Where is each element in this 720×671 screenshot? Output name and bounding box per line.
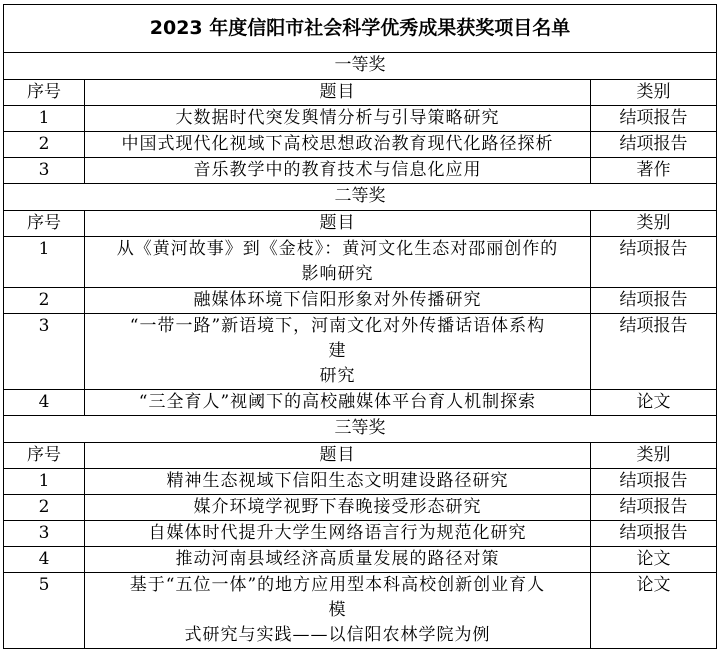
- title-line: 中国式现代化视域下高校思想政治教育现代化路径探析: [121, 134, 554, 154]
- title-line: 音乐教学中的教育技术与信息化应用: [193, 160, 482, 180]
- table-row: [4, 158, 717, 184]
- row-category: 结项报告: [591, 314, 717, 390]
- table-row: [4, 288, 717, 314]
- table-row: [4, 469, 717, 495]
- table-row: [4, 106, 717, 132]
- row-index: 3: [4, 158, 85, 184]
- row-index: 3: [4, 521, 85, 547]
- table-row: [4, 390, 717, 416]
- title-line: 模: [328, 600, 347, 620]
- title-line: 自媒体时代提升大学生网络语言行为规范化研究: [148, 523, 527, 543]
- section-title: 一等奖: [4, 53, 717, 80]
- header-title: 题目: [85, 211, 591, 237]
- row-index: 1: [4, 106, 85, 132]
- section-row: [4, 53, 717, 80]
- row-index: 1: [4, 469, 85, 495]
- row-category: 结项报告: [591, 495, 717, 521]
- header-category: 类别: [591, 211, 717, 237]
- table-row: [4, 547, 717, 573]
- table-row: [4, 521, 717, 547]
- row-category: 论文: [591, 390, 717, 416]
- row-index: 4: [4, 547, 85, 573]
- row-category: 论文: [591, 547, 717, 573]
- section-row: [4, 184, 717, 211]
- row-title: [85, 521, 591, 547]
- header-row: [4, 80, 717, 106]
- header-title: 题目: [85, 443, 591, 469]
- title-line: 影响研究: [301, 264, 374, 284]
- section-title: 三等奖: [4, 416, 717, 443]
- row-title: [85, 547, 591, 573]
- row-index: 1: [4, 237, 85, 288]
- row-title: [85, 469, 591, 495]
- row-category: 著作: [591, 158, 717, 184]
- header-row: [4, 443, 717, 469]
- row-category: 论文: [591, 573, 717, 649]
- row-index: 2: [4, 495, 85, 521]
- header-category: 类别: [591, 80, 717, 106]
- header-row: [4, 211, 717, 237]
- table-row: [4, 573, 717, 649]
- row-title: [85, 314, 591, 390]
- title-line: 融媒体环境下信阳形象对外传播研究: [193, 290, 482, 310]
- row-category: 结项报告: [591, 132, 717, 158]
- row-title: [85, 288, 591, 314]
- row-index: 2: [4, 288, 85, 314]
- row-title: [85, 237, 591, 288]
- title-line: “三全育人”视阈下的高校融媒体平台育人机制探索: [138, 392, 537, 412]
- title-line: 精神生态视域下信阳生态文明建设路径研究: [166, 471, 509, 491]
- row-category: 结项报告: [591, 237, 717, 288]
- title-line: 推动河南县域经济高质量发展的路径对策: [175, 549, 500, 569]
- row-index: 2: [4, 132, 85, 158]
- table-row: [4, 314, 717, 390]
- row-index: 5: [4, 573, 85, 649]
- title-line: 建: [328, 341, 347, 361]
- row-index: 3: [4, 314, 85, 390]
- title-row: [4, 5, 717, 53]
- row-title: [85, 390, 591, 416]
- section-title: 二等奖: [4, 184, 717, 211]
- award-table: [3, 4, 717, 649]
- header-index: 序号: [4, 443, 85, 469]
- table-row: [4, 495, 717, 521]
- title-line: “一带一路”新语境下，河南文化对外传播话语体系构: [129, 316, 546, 336]
- row-title: [85, 158, 591, 184]
- header-title: 题目: [85, 80, 591, 106]
- row-title: [85, 495, 591, 521]
- title-line: 大数据时代突发舆情分析与引导策略研究: [175, 108, 500, 128]
- title-line: 从《黄河故事》到《金枝》：黄河文化生态对邵丽创作的: [116, 239, 559, 259]
- row-title: [85, 106, 591, 132]
- section-row: [4, 416, 717, 443]
- header-index: 序号: [4, 80, 85, 106]
- title-line: 媒介环境学视野下春晚接受形态研究: [193, 497, 482, 517]
- row-category: 结项报告: [591, 288, 717, 314]
- page-title: 2023 年度信阳市社会科学优秀成果获奖项目名单: [4, 5, 717, 53]
- table-row: [4, 237, 717, 288]
- header-index: 序号: [4, 211, 85, 237]
- row-category: 结项报告: [591, 469, 717, 495]
- title-line: 基于“五位一体”的地方应用型本科高校创新创业育人: [129, 575, 546, 595]
- row-category: 结项报告: [591, 106, 717, 132]
- table-row: [4, 132, 717, 158]
- row-category: 结项报告: [591, 521, 717, 547]
- row-title: [85, 573, 591, 649]
- row-index: 4: [4, 390, 85, 416]
- title-line: 研究: [319, 366, 356, 386]
- header-category: 类别: [591, 443, 717, 469]
- row-title: [85, 132, 591, 158]
- title-line: 式研究与实践——以信阳农林学院为例: [184, 625, 491, 645]
